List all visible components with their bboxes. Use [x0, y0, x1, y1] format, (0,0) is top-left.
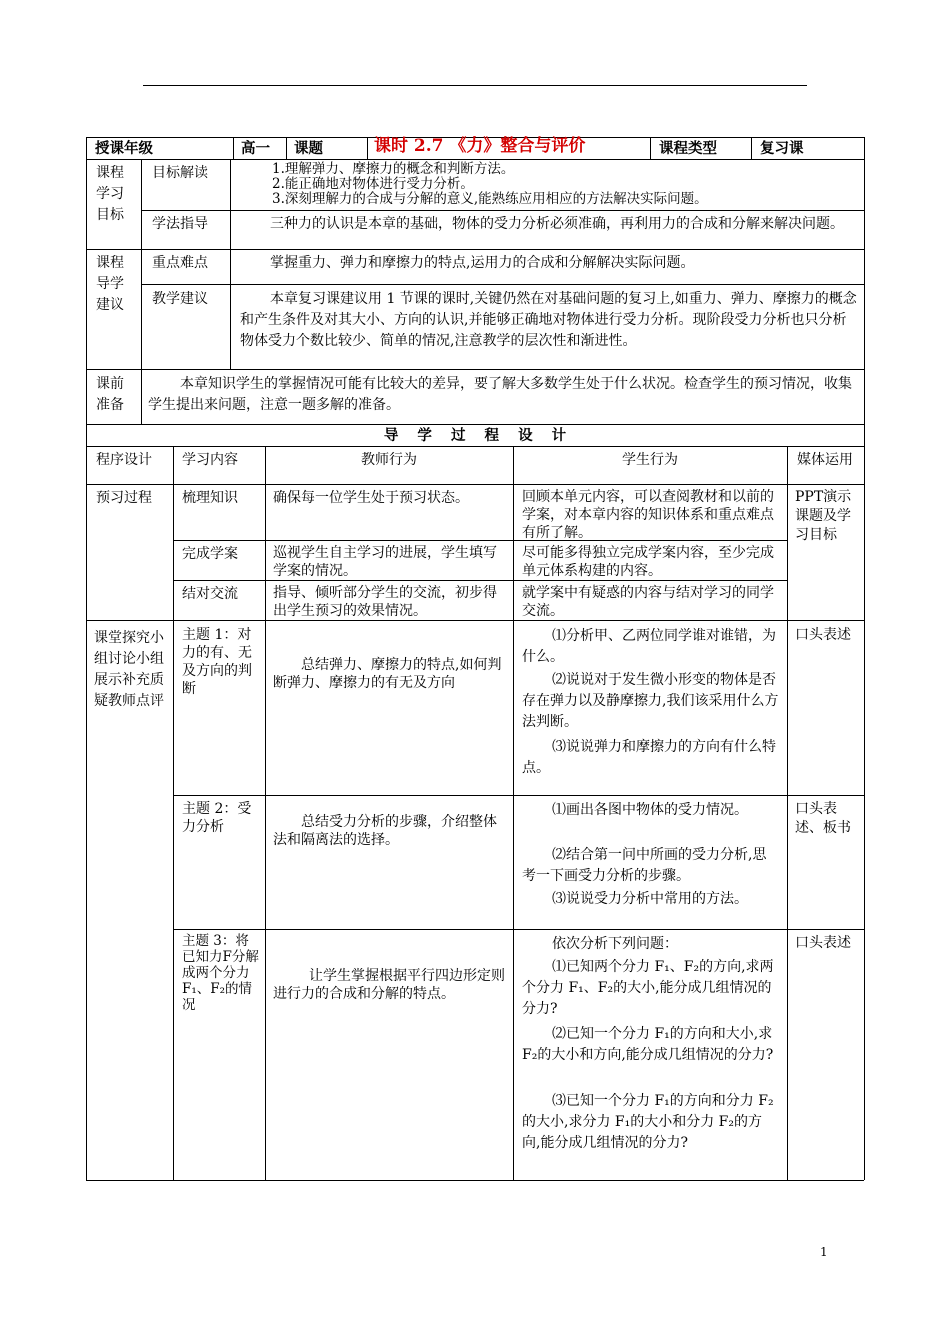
- lesson-title: 课时 2.7 《力》整合与评价: [374, 136, 586, 156]
- preview-media: PPT演示课题及学习目标: [795, 489, 852, 543]
- table-border: [787, 446, 788, 1180]
- preview-teacher: 确保每一位学生处于预习状态。: [273, 490, 469, 506]
- topic1-media: 口头表述: [795, 627, 851, 643]
- col-header: 教师行为: [361, 452, 417, 468]
- goal-item: 2.能正确地对物体进行受力分析。: [272, 176, 474, 192]
- header-rule: [143, 85, 807, 86]
- process-title: 导 学 过 程 设 计: [383, 427, 567, 444]
- key-label: 重点难点: [152, 255, 208, 271]
- topic1-teacher: 总结弹力、摩擦力的特点,如何判断弹力、摩擦力的有无及方向: [273, 657, 502, 691]
- preview-section-label: 课前准备: [96, 376, 124, 413]
- topic2-content: 主题 2：受力分析: [182, 801, 252, 835]
- preview-content: 梳理知识: [182, 490, 238, 506]
- preview-teacher: 指导、倾听部分学生的交流，初步得出学生预习的效果情况。: [273, 585, 497, 619]
- preview-text: 本章知识学生的掌握情况可能有比较大的差异，要了解大多数学生处于什么状况。检查学生的预习情况，收集学生提出来问题，注意一题多解的准备。: [148, 376, 852, 413]
- topic3-student: ⑵已知一个分力 F₁的方向和大小,求 F₂的大小和方向,能分成几组情况的分力?: [522, 1026, 774, 1063]
- method-text: 三种力的认识是本章的基础，物体的受力分析必须准确，再利用力的合成和分解来解决问题。: [270, 216, 844, 232]
- topic1-student: ⑶说说弹力和摩擦力的方向有什么特点。: [522, 739, 776, 776]
- table-border: [86, 1180, 864, 1181]
- teach-label: 教学建议: [152, 291, 208, 307]
- topic1-content: 主题 1：对力的有、无及方向的判断: [182, 627, 252, 697]
- table-border: [86, 484, 864, 485]
- topic2-media: 口头表述、板书: [795, 801, 851, 836]
- preview-stage: 预习过程: [96, 490, 152, 506]
- table-border: [141, 210, 864, 211]
- col-header: 学生行为: [622, 452, 678, 468]
- objectives-section-label: 课程学习目标: [96, 165, 124, 223]
- goal-label: 目标解读: [152, 165, 208, 181]
- table-border: [230, 159, 231, 369]
- table-border: [86, 446, 864, 447]
- goal-item: 1.理解弹力、摩擦力的概念和判断方法。: [272, 161, 515, 177]
- page-number: 1: [820, 1245, 828, 1259]
- preview-content: 结对交流: [182, 586, 238, 602]
- topic1-student: ⑵说说对于发生微小形变的物体是否存在弹力以及静摩擦力,我们该采用什么方法判断。: [522, 672, 779, 730]
- preview-student: 尽可能多得独立完成学案内容，至少完成单元体系构建的内容。: [522, 545, 774, 579]
- grade-label: 授课年级: [95, 140, 153, 157]
- table-border: [864, 137, 865, 1180]
- table-border: [513, 446, 514, 1180]
- teach-text: 本章复习课建议用 1 节课的课时,关键仍然在对基础问题的复习上,如重力、弹力、摩擦力的概念和产生条件及对其大小、方向的认识,并能够正确地对物体进行受力分析。现阶段受力分析也只分析物体受力个数比较少、简单的情况,注意教学的层次性和渐进性。: [240, 291, 857, 349]
- topic3-student: ⑴已知两个分力 F₁、F₂的方向,求两个分力 F₁、F₂的大小,能分成几组情况的分力?: [522, 959, 774, 1017]
- topic3-student: 依次分析下列问题：: [552, 936, 678, 952]
- preview-content: 完成学案: [182, 546, 238, 562]
- table-border: [173, 795, 864, 796]
- topic2-teacher: 总结受力分析的步骤，介绍整体法和隔离法的选择。: [273, 814, 497, 848]
- type-value: 复习课: [760, 140, 804, 157]
- topic-label: 课题: [294, 140, 323, 157]
- table-border: [751, 137, 752, 159]
- topic1-student: ⑴分析甲、乙两位同学谁对谁错，为什么。: [522, 628, 776, 665]
- table-border: [86, 137, 87, 1180]
- topic2-student: ⑴画出各图中物体的受力情况。: [552, 802, 748, 818]
- table-border: [265, 446, 266, 1180]
- preview-student: 就学案中有疑惑的内容与结对学习的同学交流。: [522, 585, 774, 619]
- topic2-student: ⑶说说受力分析中常用的方法。: [552, 891, 748, 907]
- table-border: [86, 620, 864, 621]
- key-text: 掌握重力、弹力和摩擦力的特点,运用力的合成和分解解决实际问题。: [270, 255, 695, 271]
- method-label: 学法指导: [152, 216, 208, 232]
- suggestions-section-label: 课程导学建议: [96, 255, 124, 313]
- col-header: 程序设计: [96, 452, 152, 468]
- table-border: [86, 424, 864, 425]
- topic2-student: ⑵结合第一问中所画的受力分析,思考一下画受力分析的步骤。: [522, 847, 767, 884]
- preview-teacher: 巡视学生自主学习的进展，学生填写学案的情况。: [273, 545, 497, 579]
- table-border: [86, 249, 864, 250]
- table-border: [173, 929, 864, 930]
- table-border: [86, 159, 864, 160]
- topic3-media: 口头表述: [795, 935, 851, 951]
- class-stage: 课堂探究小组讨论小组展示补充质疑教师点评: [94, 630, 164, 709]
- table-border: [173, 446, 174, 1180]
- topic3-content: 主题 3：将已知力F分解成两个分力F₁、F₂的情况: [182, 933, 259, 1013]
- type-label: 课程类型: [659, 140, 717, 157]
- table-border: [286, 137, 287, 159]
- preview-student: 回顾本单元内容，可以查阅教材和以前的学案，对本章内容的知识体系和重点难点有所了解。: [522, 489, 774, 541]
- table-border: [367, 137, 368, 159]
- table-border: [141, 284, 864, 285]
- topic3-student: ⑶已知一个分力 F₁的方向和分力 F₂的大小,求分力 F₁的大小和分力 F₂的方向,能分成几组情况的分力?: [522, 1093, 774, 1151]
- col-header: 媒体运用: [797, 452, 853, 468]
- table-border: [141, 159, 142, 369]
- table-border: [86, 369, 864, 370]
- table-border: [650, 137, 651, 159]
- goal-item: 3.深刻理解力的合成与分解的意义,能熟练应用相应的方法解决实际问题。: [272, 191, 708, 207]
- table-border: [233, 137, 234, 159]
- table-border: [141, 369, 142, 424]
- col-header: 学习内容: [182, 452, 238, 468]
- grade-value: 高一: [241, 140, 270, 157]
- topic3-teacher: 让学生掌握根据平行四边形定则进行力的合成和分解的特点。: [273, 968, 505, 1002]
